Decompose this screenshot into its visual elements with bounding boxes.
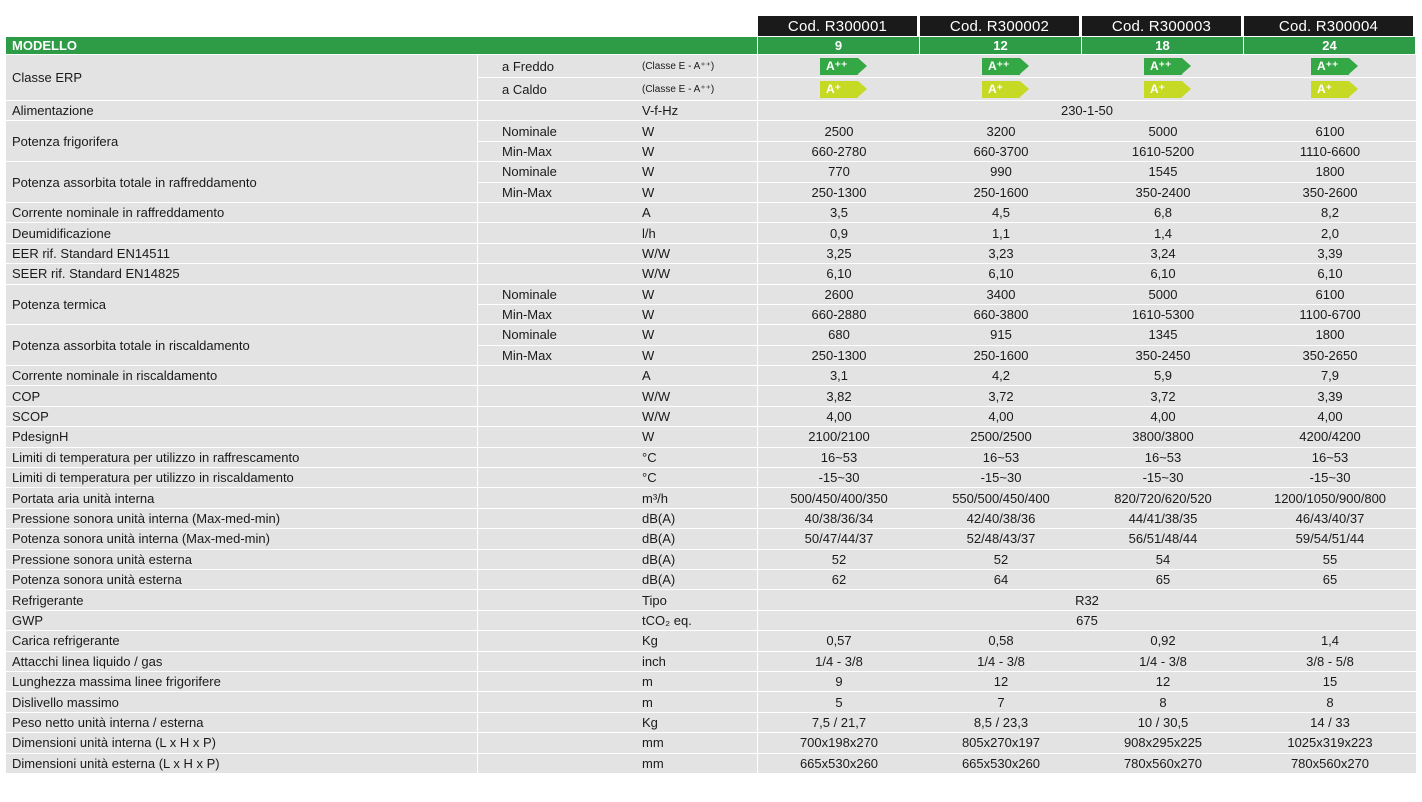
energy-class-badge: A⁺⁺ <box>1311 58 1349 75</box>
spec-unit: W <box>628 305 758 325</box>
spec-row <box>6 570 1416 590</box>
spec-value: 1110-6600 <box>1244 142 1416 162</box>
spec-value: 4,00 <box>1082 407 1244 427</box>
energy-class-badge: A⁺ <box>1311 81 1349 98</box>
spec-value: 4,00 <box>920 407 1082 427</box>
spec-sublabel: Nominale <box>478 325 628 345</box>
spec-unit: l/h <box>628 223 758 243</box>
spec-value: 2100/2100 <box>758 427 920 447</box>
spec-value: 3,1 <box>758 366 920 386</box>
spec-row <box>6 672 1416 692</box>
spec-row <box>6 692 1416 712</box>
spec-value: 4,00 <box>1244 407 1416 427</box>
spec-table <box>6 16 1416 774</box>
spec-value: 350-2650 <box>1244 346 1416 366</box>
spec-value: 1/4 - 3/8 <box>920 652 1082 672</box>
spec-value: 660-2780 <box>758 142 920 162</box>
spec-value: 4200/4200 <box>1244 427 1416 447</box>
spec-value: 16~53 <box>1082 448 1244 468</box>
spec-value: 3,25 <box>758 244 920 264</box>
spec-label: Refrigerante <box>6 590 478 610</box>
spec-unit: tCO₂ eq. <box>628 611 758 631</box>
spec-value: 64 <box>920 570 1082 590</box>
spec-table-body <box>6 16 1416 774</box>
spec-sublabel <box>478 407 628 427</box>
spec-value: 250-1300 <box>758 183 920 203</box>
product-codes-row <box>6 16 1416 37</box>
model-size: 24 <box>1244 37 1416 55</box>
spec-value-merged: 230-1-50 <box>758 101 1416 121</box>
spec-sublabel <box>478 468 628 488</box>
model-label: MODELLO <box>6 37 628 55</box>
energy-class-badge: A⁺⁺ <box>820 58 858 75</box>
spec-row <box>6 488 1416 508</box>
spec-value: 59/54/51/44 <box>1244 529 1416 549</box>
spec-row <box>6 427 1416 447</box>
spec-value: 8,2 <box>1244 203 1416 223</box>
spec-value: -15~30 <box>1082 468 1244 488</box>
spec-value: 6,8 <box>1082 203 1244 223</box>
energy-class-badge: A⁺ <box>820 81 858 98</box>
spec-value: 1345 <box>1082 325 1244 345</box>
spec-value: 8 <box>1082 692 1244 712</box>
spec-value: 820/720/620/520 <box>1082 488 1244 508</box>
spec-sublabel: Nominale <box>478 162 628 182</box>
spec-row <box>6 529 1416 549</box>
spec-value: 7 <box>920 692 1082 712</box>
spec-unit: Tipo <box>628 590 758 610</box>
spec-sublabel: Min-Max <box>478 346 628 366</box>
spec-value: 908x295x225 <box>1082 733 1244 753</box>
spec-value: 6,10 <box>1082 264 1244 284</box>
spec-sublabel <box>478 754 628 774</box>
spec-value: 10 / 30,5 <box>1082 713 1244 733</box>
spec-value: 52/48/43/37 <box>920 529 1082 549</box>
spec-value: 2,0 <box>1244 223 1416 243</box>
spec-value: 3,82 <box>758 386 920 406</box>
spec-row <box>6 652 1416 672</box>
product-code: Cod. R300003 <box>1082 16 1244 37</box>
spec-value: 4,2 <box>920 366 1082 386</box>
spec-value: 700x198x270 <box>758 733 920 753</box>
spec-sublabel <box>478 529 628 549</box>
spec-value: 1545 <box>1082 162 1244 182</box>
spec-unit: W <box>628 183 758 203</box>
spec-value: 3,5 <box>758 203 920 223</box>
spec-value: 4,00 <box>758 407 920 427</box>
spec-value: 56/51/48/44 <box>1082 529 1244 549</box>
spec-unit: mm <box>628 733 758 753</box>
spec-value: 250-1600 <box>920 183 1082 203</box>
spec-value: 5000 <box>1082 121 1244 141</box>
spec-value: 3,39 <box>1244 244 1416 264</box>
spec-value: 1800 <box>1244 162 1416 182</box>
spec-value: 350-2450 <box>1082 346 1244 366</box>
spec-value: 780x560x270 <box>1082 754 1244 774</box>
spec-unit: W <box>628 325 758 345</box>
spec-unit: W <box>628 142 758 162</box>
spec-value: 915 <box>920 325 1082 345</box>
spec-label: Pressione sonora unità interna (Max-med-min) <box>6 509 478 529</box>
spec-value: 9 <box>758 672 920 692</box>
spec-value: 350-2600 <box>1244 183 1416 203</box>
spec-value: 2500/2500 <box>920 427 1082 447</box>
spec-value: 3200 <box>920 121 1082 141</box>
spec-sublabel <box>478 488 628 508</box>
spec-unit: dB(A) <box>628 550 758 570</box>
spec-unit: W <box>628 121 758 141</box>
spec-label: Portata aria unità interna <box>6 488 478 508</box>
spec-sublabel <box>478 101 628 121</box>
spec-value: 55 <box>1244 550 1416 570</box>
spec-label: Peso netto unità interna / esterna <box>6 713 478 733</box>
spec-value: 990 <box>920 162 1082 182</box>
spec-value: 550/500/450/400 <box>920 488 1082 508</box>
spec-row <box>6 631 1416 651</box>
spec-value: 1610-5300 <box>1082 305 1244 325</box>
spec-row <box>6 101 1416 121</box>
spec-unit: V-f-Hz <box>628 101 758 121</box>
spec-sublabel <box>478 550 628 570</box>
spec-sublabel <box>478 386 628 406</box>
spec-value: 7,5 / 21,7 <box>758 713 920 733</box>
spec-unit: mm <box>628 754 758 774</box>
spec-label: Potenza sonora unità interna (Max-med-min) <box>6 529 478 549</box>
spec-value: 1,4 <box>1082 223 1244 243</box>
spec-value: 5000 <box>1082 285 1244 305</box>
spec-label: SEER rif. Standard EN14825 <box>6 264 478 284</box>
erp-range-cool: (Classe E - A⁺⁺) <box>628 55 758 78</box>
spec-value: 50/47/44/37 <box>758 529 920 549</box>
spec-unit: W/W <box>628 407 758 427</box>
spec-unit: °C <box>628 448 758 468</box>
model-size: 9 <box>758 37 920 55</box>
energy-class-badge: A⁺⁺ <box>982 58 1020 75</box>
spec-value: 8 <box>1244 692 1416 712</box>
spec-value: 1,4 <box>1244 631 1416 651</box>
erp-range-heat: (Classe E - A⁺⁺) <box>628 78 758 101</box>
spec-row <box>6 590 1416 610</box>
spec-label: Carica refrigerante <box>6 631 478 651</box>
spec-label: Limiti di temperatura per utilizzo in raffrescamento <box>6 448 478 468</box>
erp-label: Classe ERP <box>6 55 478 101</box>
spec-value: 680 <box>758 325 920 345</box>
spec-label: Potenza assorbita totale in raffreddamento <box>6 162 478 203</box>
spec-value: 6100 <box>1244 121 1416 141</box>
energy-class-badge: A⁺ <box>982 81 1020 98</box>
spec-unit: A <box>628 366 758 386</box>
spec-row <box>6 550 1416 570</box>
spec-row <box>6 325 1416 345</box>
spec-value: 3,72 <box>920 386 1082 406</box>
spec-unit: dB(A) <box>628 529 758 549</box>
spec-unit: W <box>628 346 758 366</box>
spec-value: 3,39 <box>1244 386 1416 406</box>
spec-row <box>6 223 1416 243</box>
spec-value: 12 <box>1082 672 1244 692</box>
spec-label: Potenza frigorifera <box>6 121 478 162</box>
spec-sublabel: Min-Max <box>478 142 628 162</box>
spec-label: Corrente nominale in riscaldamento <box>6 366 478 386</box>
spec-value: 805x270x197 <box>920 733 1082 753</box>
spec-row <box>6 121 1416 141</box>
spec-value: 40/38/36/34 <box>758 509 920 529</box>
spec-unit: °C <box>628 468 758 488</box>
spec-label: Pressione sonora unità esterna <box>6 550 478 570</box>
spec-value: 1610-5200 <box>1082 142 1244 162</box>
spec-value: 8,5 / 23,3 <box>920 713 1082 733</box>
spec-value: 6,10 <box>1244 264 1416 284</box>
spec-value: 52 <box>758 550 920 570</box>
spec-value: 3/8 - 5/8 <box>1244 652 1416 672</box>
spec-label: Dislivello massimo <box>6 692 478 712</box>
spec-label: Alimentazione <box>6 101 478 121</box>
spec-value: 1/4 - 3/8 <box>1082 652 1244 672</box>
spec-unit: m <box>628 672 758 692</box>
spec-unit: inch <box>628 652 758 672</box>
spec-value: 52 <box>920 550 1082 570</box>
spec-value: 1/4 - 3/8 <box>758 652 920 672</box>
spec-unit: W/W <box>628 244 758 264</box>
erp-row-cool <box>6 55 1416 78</box>
spec-row <box>6 285 1416 305</box>
spec-unit: W <box>628 427 758 447</box>
model-size: 18 <box>1082 37 1244 55</box>
spec-value: 16~53 <box>758 448 920 468</box>
spec-row <box>6 366 1416 386</box>
spec-value: 500/450/400/350 <box>758 488 920 508</box>
spec-sublabel <box>478 448 628 468</box>
spec-label: COP <box>6 386 478 406</box>
spec-value: 46/43/40/37 <box>1244 509 1416 529</box>
spec-value: 665x530x260 <box>758 754 920 774</box>
spec-value: 3,23 <box>920 244 1082 264</box>
spec-value: 42/40/38/36 <box>920 509 1082 529</box>
spec-row <box>6 713 1416 733</box>
spec-label: Dimensioni unità esterna (L x H x P) <box>6 754 478 774</box>
spec-label: Limiti di temperatura per utilizzo in riscaldamento <box>6 468 478 488</box>
spec-row <box>6 468 1416 488</box>
spec-row <box>6 162 1416 182</box>
spec-sublabel <box>478 427 628 447</box>
spec-row <box>6 611 1416 631</box>
spec-value: 4,5 <box>920 203 1082 223</box>
spec-value: 0,9 <box>758 223 920 243</box>
spec-value: 1,1 <box>920 223 1082 243</box>
spec-label: Potenza assorbita totale in riscaldamento <box>6 325 478 366</box>
spec-label: Corrente nominale in raffreddamento <box>6 203 478 223</box>
spec-sublabel: Min-Max <box>478 305 628 325</box>
spec-unit: dB(A) <box>628 570 758 590</box>
spec-value: 3800/3800 <box>1082 427 1244 447</box>
spec-row <box>6 244 1416 264</box>
spec-value: 0,92 <box>1082 631 1244 651</box>
spec-label: Attacchi linea liquido / gas <box>6 652 478 672</box>
spec-label: Potenza sonora unità esterna <box>6 570 478 590</box>
spec-value: 1025x319x223 <box>1244 733 1416 753</box>
spec-unit: m <box>628 692 758 712</box>
spec-value-merged: R32 <box>758 590 1416 610</box>
spec-sublabel <box>478 366 628 386</box>
spec-label: SCOP <box>6 407 478 427</box>
spec-value: 7,9 <box>1244 366 1416 386</box>
spec-label: Lunghezza massima linee frigorifere <box>6 672 478 692</box>
product-code: Cod. R300001 <box>758 16 920 37</box>
spec-value: 14 / 33 <box>1244 713 1416 733</box>
spec-value: -15~30 <box>758 468 920 488</box>
spec-row <box>6 407 1416 427</box>
spec-sublabel <box>478 223 628 243</box>
spec-unit: dB(A) <box>628 509 758 529</box>
model-header-row <box>6 37 1416 55</box>
spec-value: 1100-6700 <box>1244 305 1416 325</box>
spec-sublabel <box>478 590 628 610</box>
spec-value: 62 <box>758 570 920 590</box>
spec-sublabel: Nominale <box>478 285 628 305</box>
spec-unit: W <box>628 285 758 305</box>
spec-row <box>6 264 1416 284</box>
spec-value: 660-3800 <box>920 305 1082 325</box>
spec-value: 16~53 <box>920 448 1082 468</box>
spec-value: -15~30 <box>1244 468 1416 488</box>
spec-value: 1200/1050/900/800 <box>1244 488 1416 508</box>
spec-sublabel <box>478 652 628 672</box>
product-code: Cod. R300004 <box>1244 16 1416 37</box>
spec-value: 65 <box>1244 570 1416 590</box>
spec-row <box>6 733 1416 753</box>
energy-class-badge: A⁺⁺ <box>1144 58 1182 75</box>
codes-spacer <box>6 16 758 37</box>
spec-value: 5,9 <box>1082 366 1244 386</box>
spec-label: EER rif. Standard EN14511 <box>6 244 478 264</box>
spec-value-merged: 675 <box>758 611 1416 631</box>
spec-label: Deumidificazione <box>6 223 478 243</box>
spec-value: 780x560x270 <box>1244 754 1416 774</box>
spec-value: 65 <box>1082 570 1244 590</box>
spec-sublabel <box>478 203 628 223</box>
spec-row <box>6 509 1416 529</box>
spec-sublabel <box>478 713 628 733</box>
spec-sublabel <box>478 733 628 753</box>
spec-row <box>6 448 1416 468</box>
spec-value: 15 <box>1244 672 1416 692</box>
spec-unit: Kg <box>628 631 758 651</box>
spec-value: 6100 <box>1244 285 1416 305</box>
erp-mode-heat: a Caldo <box>478 78 628 101</box>
spec-value: 16~53 <box>1244 448 1416 468</box>
spec-value: 0,57 <box>758 631 920 651</box>
spec-unit: W/W <box>628 386 758 406</box>
spec-label: Potenza termica <box>6 285 478 326</box>
spec-value: 44/41/38/35 <box>1082 509 1244 529</box>
spec-row <box>6 203 1416 223</box>
spec-sublabel <box>478 631 628 651</box>
spec-value: 250-1600 <box>920 346 1082 366</box>
spec-value: 2600 <box>758 285 920 305</box>
spec-sublabel <box>478 672 628 692</box>
spec-value: 3400 <box>920 285 1082 305</box>
spec-value: 660-2880 <box>758 305 920 325</box>
spec-value: 54 <box>1082 550 1244 570</box>
spec-value: 2500 <box>758 121 920 141</box>
spec-row <box>6 754 1416 774</box>
model-size: 12 <box>920 37 1082 55</box>
product-code: Cod. R300002 <box>920 16 1082 37</box>
spec-unit: A <box>628 203 758 223</box>
spec-value: 350-2400 <box>1082 183 1244 203</box>
spec-sublabel <box>478 570 628 590</box>
erp-mode-cool: a Freddo <box>478 55 628 78</box>
energy-class-badge: A⁺ <box>1144 81 1182 98</box>
spec-unit: Kg <box>628 713 758 733</box>
model-unit-blank <box>628 37 758 55</box>
spec-value: 1800 <box>1244 325 1416 345</box>
spec-sublabel <box>478 692 628 712</box>
spec-value: 665x530x260 <box>920 754 1082 774</box>
spec-row <box>6 386 1416 406</box>
spec-unit: W/W <box>628 264 758 284</box>
spec-value: 5 <box>758 692 920 712</box>
spec-value: 6,10 <box>920 264 1082 284</box>
spec-unit: m³/h <box>628 488 758 508</box>
spec-label: PdesignH <box>6 427 478 447</box>
spec-label: GWP <box>6 611 478 631</box>
spec-sublabel: Nominale <box>478 121 628 141</box>
spec-value: -15~30 <box>920 468 1082 488</box>
spec-sublabel <box>478 509 628 529</box>
spec-label: Dimensioni unità interna (L x H x P) <box>6 733 478 753</box>
spec-value: 0,58 <box>920 631 1082 651</box>
spec-sublabel <box>478 244 628 264</box>
spec-unit: W <box>628 162 758 182</box>
spec-sublabel <box>478 611 628 631</box>
spec-sublabel <box>478 264 628 284</box>
spec-value: 12 <box>920 672 1082 692</box>
spec-value: 3,72 <box>1082 386 1244 406</box>
spec-value: 250-1300 <box>758 346 920 366</box>
spec-value: 660-3700 <box>920 142 1082 162</box>
spec-value: 6,10 <box>758 264 920 284</box>
spec-value: 3,24 <box>1082 244 1244 264</box>
spec-sublabel: Min-Max <box>478 183 628 203</box>
spec-value: 770 <box>758 162 920 182</box>
